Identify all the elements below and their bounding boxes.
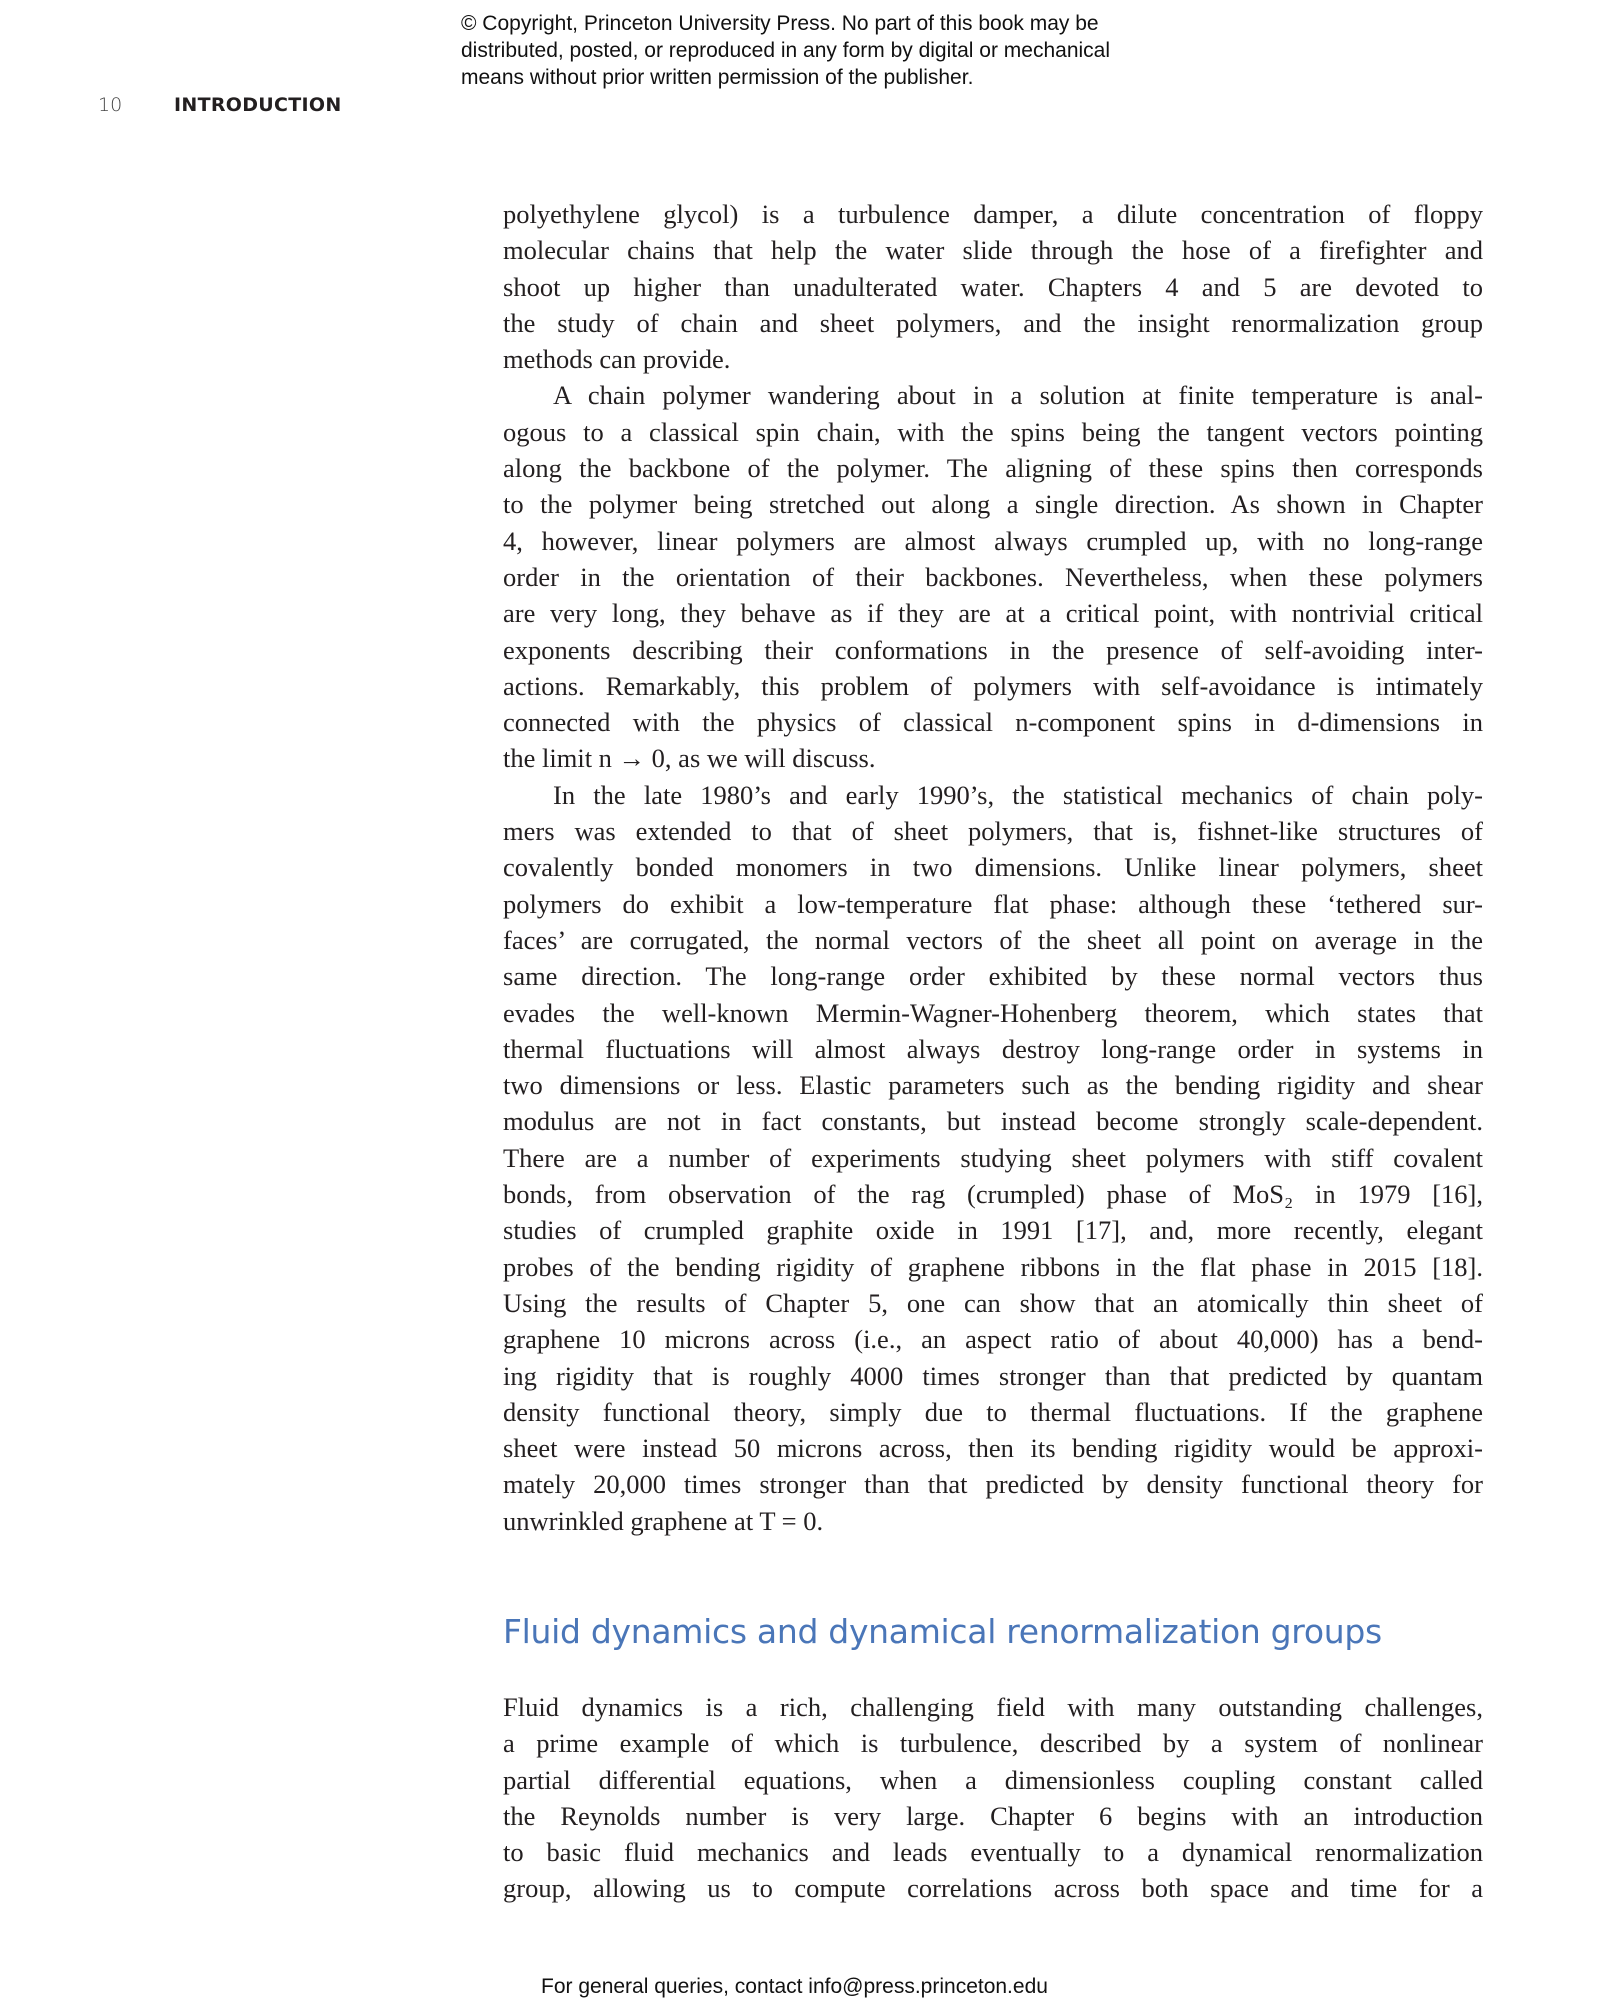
text-line: connected with the physics of classical n-component spins in d-dimensions in [503,707,1483,738]
text-line: exponents describing their conformations in the presence of self-avoiding inter- [503,634,1483,665]
body-text-top [503,196,1483,1539]
text-line: same direction. The long-range order exhibited by these normal vectors thus [503,961,1483,992]
text-line: partial differential equations, when a dimensionless coupling constant called [503,1764,1483,1795]
text-line: group, allowing us to compute correlations across both space and time for a [503,1873,1483,1904]
text-line: bonds, from observation of the rag (crumpled) phase of MoS₂ in 1979 [16], [503,1179,1483,1210]
text-line: a prime example of which is turbulence, described by a system of nonlinear [503,1728,1483,1759]
text-line: ogous to a classical spin chain, with the spins being the tangent vectors pointing [503,416,1483,447]
text-line: sheet were instead 50 microns across, then its bending rigidity would be approxi- [503,1433,1483,1464]
copyright-line: © Copyright, Princeton University Press. No part of this book may be [461,12,1099,35]
text-line: shoot up higher than unadulterated water. Chapters 4 and 5 are devoted to [503,271,1483,302]
text-line: evades the well-known Mermin-Wagner-Hohenberg theorem, which states that [503,997,1483,1028]
text-line: density functional theory, simply due to thermal fluctuations. If the graphene [503,1396,1483,1427]
text-line: the limit n → 0, as we will discuss. [503,743,876,774]
copyright-line: distributed, posted, or reproduced in any form by digital or mechanical [461,39,1111,62]
section-heading: Fluid dynamics and dynamical renormalization groups [503,1612,1382,1651]
text-line: covalently bonded monomers in two dimensions. Unlike linear polymers, sheet [503,852,1483,883]
text-line: faces’ are corrugated, the normal vectors of the sheet all point on average in the [503,924,1483,955]
text-line: along the backbone of the polymer. The aligning of these spins then corresponds [503,453,1483,484]
footer-contact: For general queries, contact info@press.princeton.edu [541,1975,1048,1998]
text-line: Using the results of Chapter 5, one can show that an atomically thin sheet of [503,1287,1483,1318]
text-line: A chain polymer wandering about in a solution at finite temperature is anal- [553,380,1483,411]
text-line: mately 20,000 times stronger than that predicted by density functional theory for [503,1469,1483,1500]
text-line: to the polymer being stretched out along a single direction. As shown in Chapter [503,489,1483,520]
text-line: to basic fluid mechanics and leads eventually to a dynamical renormalization [503,1837,1483,1868]
text-line: two dimensions or less. Elastic parameters such as the bending rigidity and shear [503,1070,1483,1101]
text-line: 4, however, linear polymers are almost always crumpled up, with no long-range [503,525,1483,556]
text-line: ing rigidity that is roughly 4000 times stronger than that predicted by quantam [503,1360,1483,1391]
text-line: modulus are not in fact constants, but instead become strongly scale-dependent. [503,1106,1483,1137]
text-line: probes of the bending rigidity of graphene ribbons in the flat phase in 2015 [18]. [503,1251,1483,1282]
text-line: graphene 10 microns across (i.e., an aspect ratio of about 40,000) has a bend- [503,1324,1483,1355]
body-text-bottom [503,1689,1483,1907]
page-number: 10 [98,94,123,116]
text-line: the Reynolds number is very large. Chapter 6 begins with an introduction [503,1800,1483,1831]
text-line: thermal fluctuations will almost always destroy long-range order in systems in [503,1033,1483,1064]
paragraph [503,1689,1483,1907]
paragraph [503,196,1483,377]
paragraph [503,377,1483,776]
copyright-notice [461,10,1110,91]
paragraph [503,777,1483,1539]
text-line: polymers do exhibit a low-temperature flat phase: although these ‘tethered sur- [503,888,1483,919]
text-line: molecular chains that help the water slide through the hose of a firefighter and [503,235,1483,266]
text-line: actions. Remarkably, this problem of polymers with self-avoidance is intimately [503,670,1483,701]
text-line: There are a number of experiments studying sheet polymers with stiff covalent [503,1142,1483,1173]
text-line: polyethylene glycol) is a turbulence damper, a dilute concentration of floppy [503,199,1483,229]
text-line: the study of chain and sheet polymers, and the insight renormalization group [503,307,1483,338]
text-line: In the late 1980’s and early 1990’s, the statistical mechanics of chain poly- [553,779,1483,810]
text-line: methods can provide. [503,344,731,375]
text-line: mers was extended to that of sheet polymers, that is, fishnet-like structures of [503,816,1483,847]
text-line: studies of crumpled graphite oxide in 1991 [17], and, more recently, elegant [503,1215,1483,1246]
text-line: Fluid dynamics is a rich, challenging field with many outstanding challenges, [503,1692,1483,1722]
copyright-line: means without prior written permission of the publisher. [461,66,974,89]
running-head-title: INTRODUCTION [174,94,342,116]
text-line: order in the orientation of their backbones. Nevertheless, when these polymers [503,561,1483,592]
text-line: unwrinkled graphene at T = 0. [503,1505,824,1536]
text-line: are very long, they behave as if they are at a critical point, with nontrivial critical [503,598,1483,629]
